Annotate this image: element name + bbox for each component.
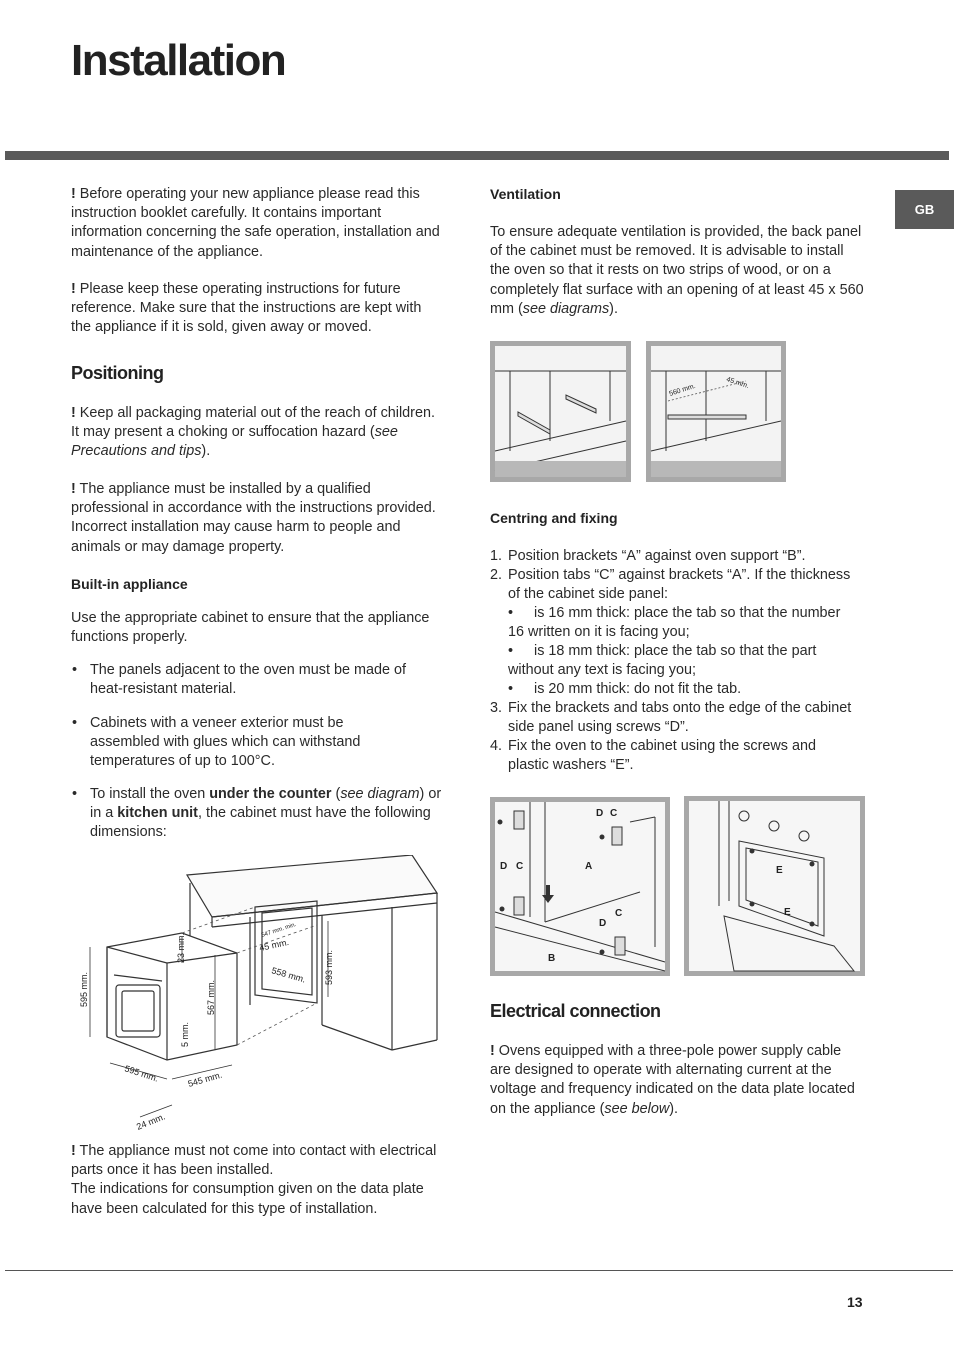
svg-text:D: D	[596, 808, 604, 819]
positioning-heading: Positioning	[71, 363, 164, 383]
language-tab: GB	[895, 190, 954, 229]
svg-text:E: E	[776, 865, 783, 876]
vent-dim-45: 45 mm.	[725, 376, 750, 391]
intro-paragraph-1: ! Before operating your new appliance please read this instruction booklet carefully. It contains important information concerning the safe operation, installation and maintenance of the appliance.	[71, 186, 440, 260]
dim-567: 567 mm.	[206, 979, 216, 1015]
dim-595-width: 595 mm.	[123, 1063, 160, 1084]
warning-mark: !	[71, 186, 76, 202]
positioning-paragraph-2: ! The appliance must be installed by a qualified professional in accordance with the instructions provided. Incorrect installation may cause harm to people and animals or may damage property.	[71, 481, 436, 555]
vent-dim-560: 560 mm.	[668, 382, 697, 398]
dim-5: 5 mm.	[180, 1021, 190, 1047]
header-rule	[5, 151, 949, 160]
page-number: 13	[847, 1294, 863, 1310]
built-in-dimensions-diagram	[72, 855, 442, 1135]
page-title: Installation	[71, 36, 286, 85]
svg-text:C: C	[615, 908, 623, 919]
ventilation-diagram-1	[490, 341, 631, 482]
dim-595-height: 595 mm.	[79, 971, 89, 1007]
dim-547: 547 mm. min.	[260, 921, 298, 939]
centring-heading: Centring and fixing	[490, 510, 618, 526]
builtin-heading: Built-in appliance	[71, 576, 188, 592]
footer-rule	[5, 1270, 953, 1271]
dim-558: 558 mm.	[270, 965, 307, 985]
positioning-paragraph-1: ! Keep all packaging material out of the reach of children. It may present a choking or suffocation hazard (see Precautions and tips).	[71, 405, 435, 460]
builtin-paragraph: Use the appropriate cabinet to ensure that the appliance functions properly.	[71, 610, 430, 646]
svg-text:A: A	[585, 861, 593, 872]
ventilation-paragraph: To ensure adequate ventilation is provided, the back panel of the cabinet must be removed. It is advisable to install the oven so that it rests on two strips of wood, or on a completely flat surface with an opening of at least 45 x 560 mm (see diagrams).	[490, 224, 864, 317]
svg-text:B: B	[548, 953, 556, 964]
warning-mark: !	[71, 281, 76, 297]
svg-text:D: D	[599, 918, 607, 929]
dim-23: 23 mm.	[176, 932, 186, 963]
dim-24: 24 mm.	[135, 1111, 167, 1132]
intro-paragraph-2: ! Please keep these operating instructions for future reference. Make sure that the instructions are kept with the appliance if it is sold, given away or moved.	[71, 281, 422, 336]
installation-note: ! The appliance must not come into contact with electrical parts once it has been installed. The indications for consumption given on the data plate have been calculated for this type of installation.	[71, 1143, 437, 1217]
svg-text:D: D	[500, 861, 508, 872]
dim-593: 593 mm.	[324, 949, 334, 985]
fixing-diagram-2	[684, 796, 865, 976]
dim-545: 545 mm.	[186, 1069, 224, 1089]
svg-text:C: C	[516, 861, 524, 872]
svg-text:E: E	[784, 907, 791, 918]
electrical-heading: Electrical connection	[490, 1001, 661, 1021]
ventilation-heading: Ventilation	[490, 186, 561, 202]
svg-text:C: C	[610, 808, 618, 819]
electrical-paragraph: ! Ovens equipped with a three-pole power supply cable are designed to operate with alternating current at the voltage and frequency indicated on the data plate located on the appliance (see below).	[490, 1043, 855, 1117]
ventilation-diagram-2	[646, 341, 786, 482]
dim-45: 45 mm.	[258, 936, 290, 953]
fixing-diagram-1	[490, 797, 670, 976]
